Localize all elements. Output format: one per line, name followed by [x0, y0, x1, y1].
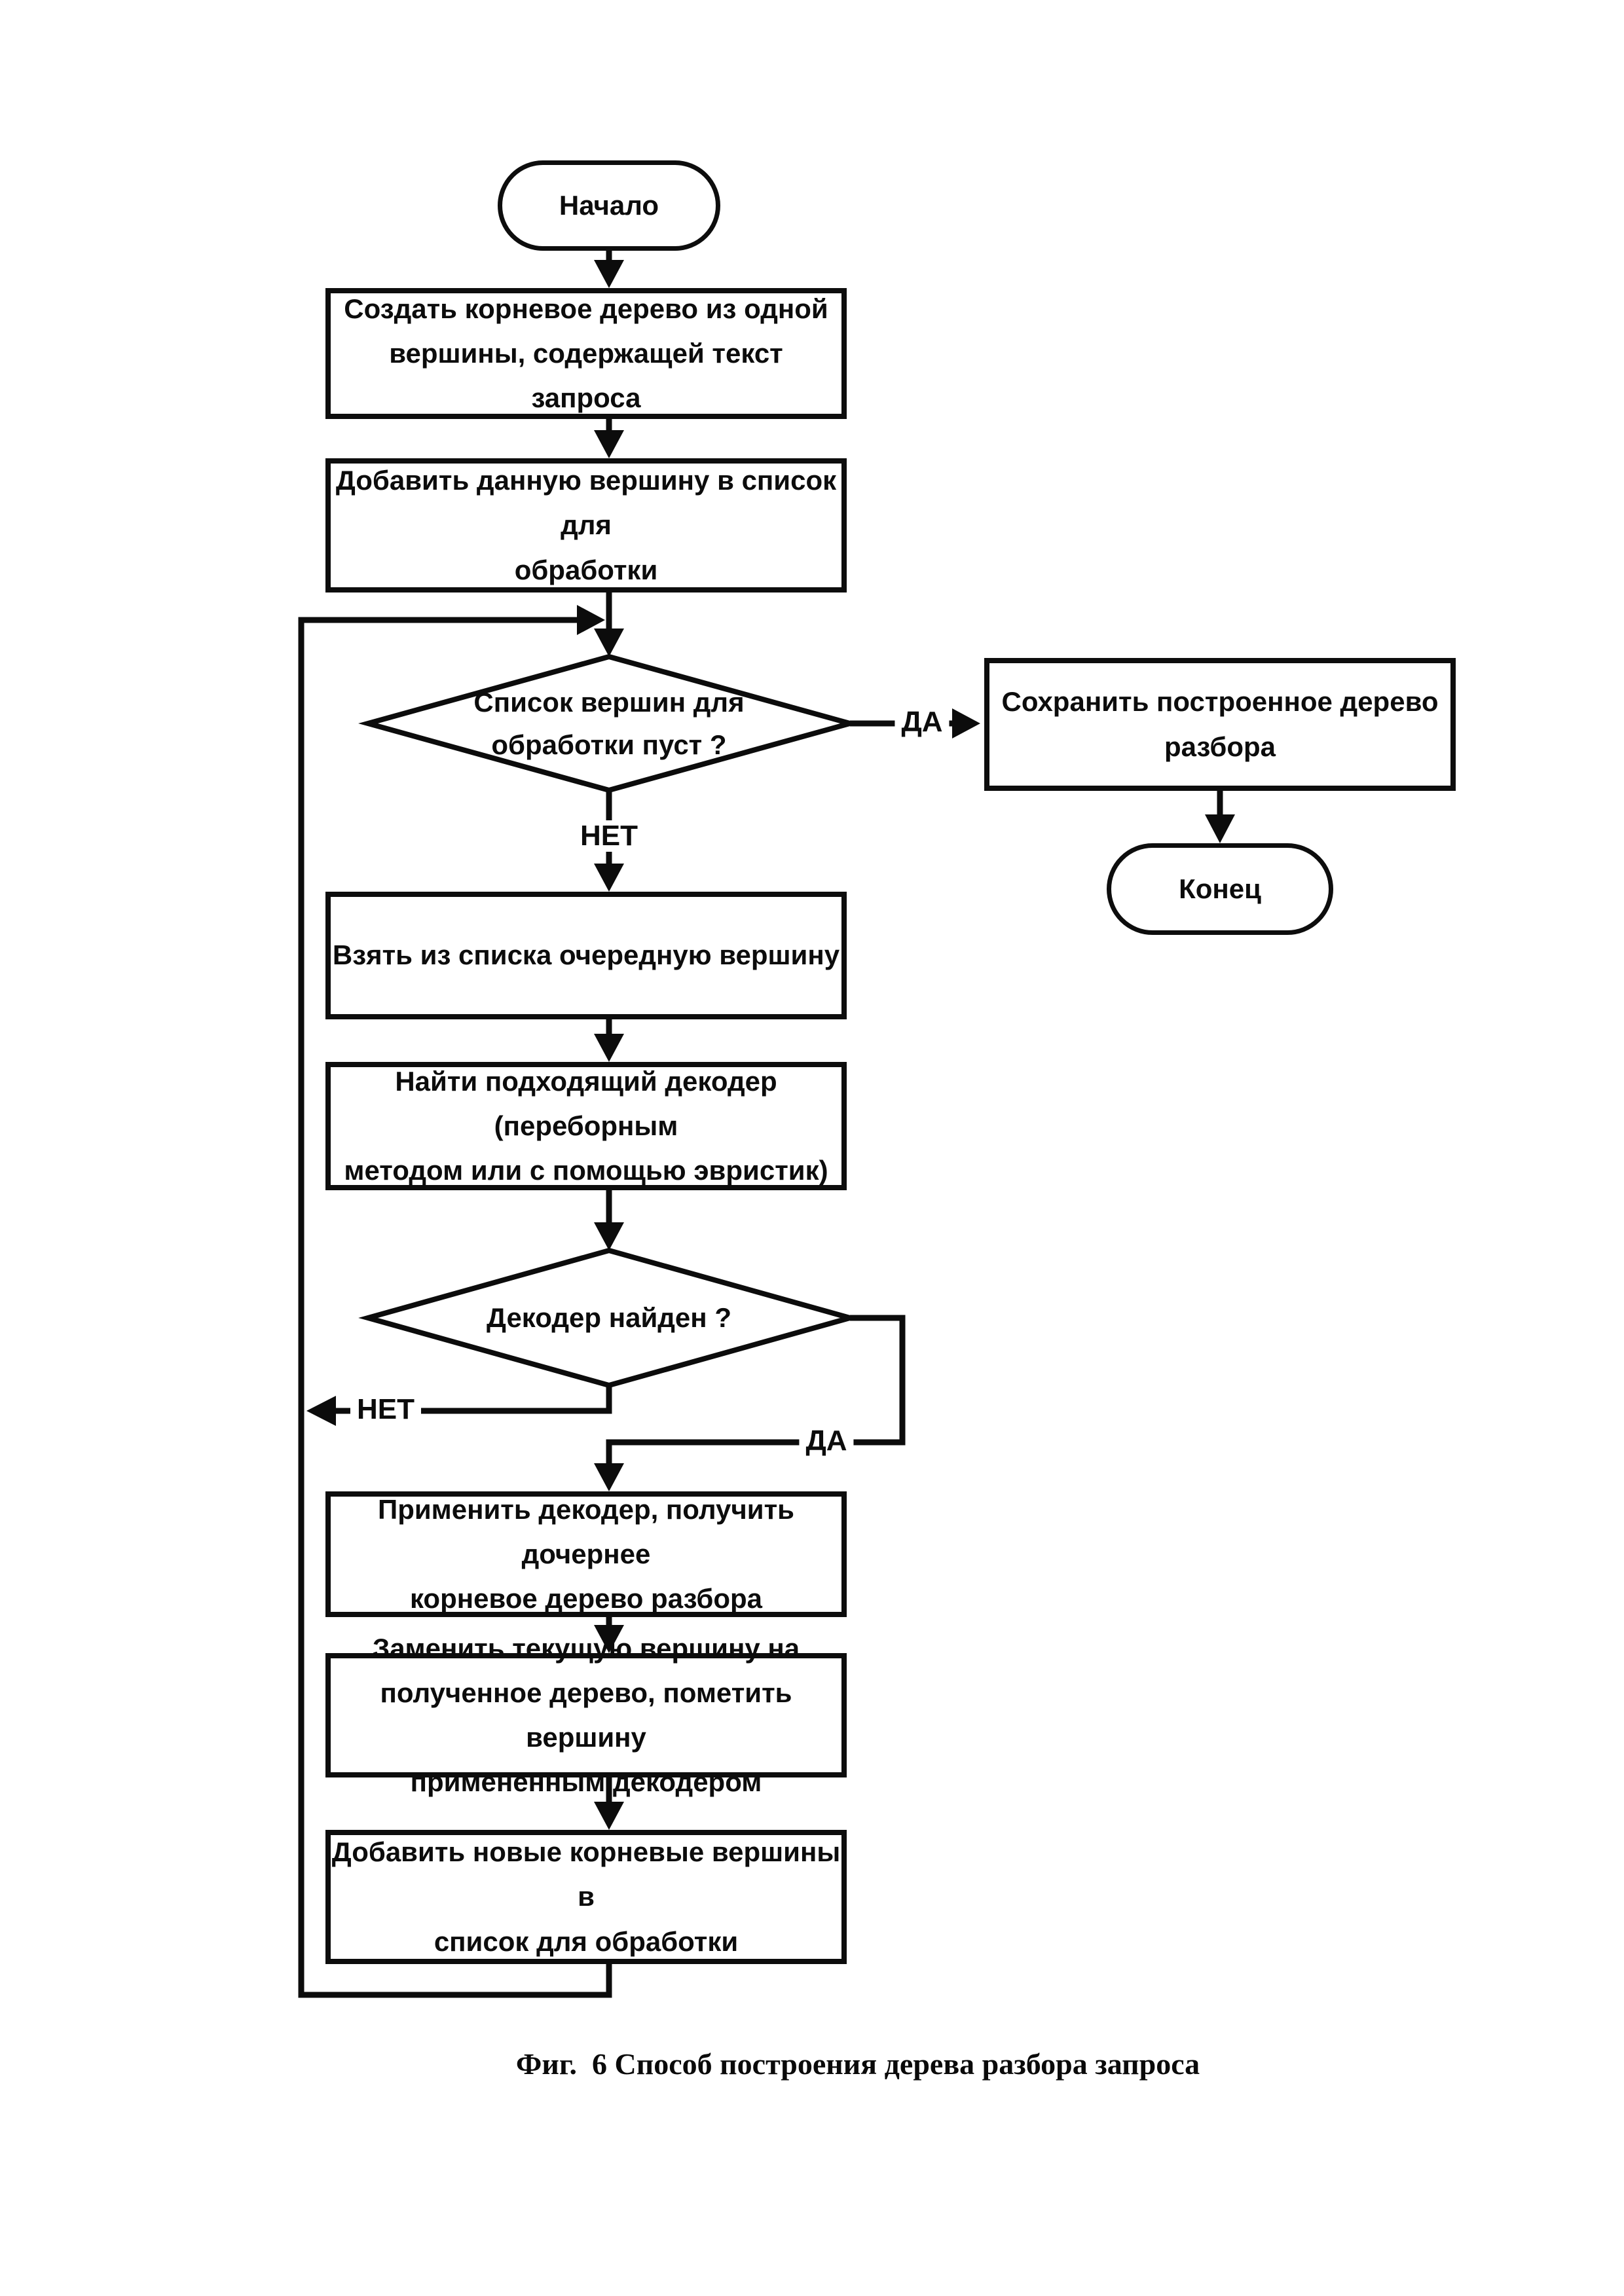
arrowhead-into-add — [594, 430, 624, 458]
node-decoder-found-label: Декодер найден ? — [487, 1302, 731, 1334]
node-apply-decoder — [325, 1491, 847, 1617]
node-list-empty-label: Список вершин для обработки пуст ? — [473, 686, 745, 760]
arrowhead-into-find — [594, 1034, 624, 1062]
edge-label-yes-2: ДА — [799, 1425, 853, 1457]
arrowhead-into-addnew — [594, 1802, 624, 1830]
arrowhead-into-create — [594, 260, 624, 288]
arrowhead-no2-to-loop — [306, 1396, 336, 1426]
arrowhead-into-end — [1205, 814, 1235, 843]
node-end — [1107, 843, 1333, 935]
node-apply-decoder-label: Применить декодер, получить дочернее корневое дерево разбора — [378, 1493, 794, 1614]
node-take-vertex — [325, 892, 847, 1019]
node-create-tree — [325, 288, 847, 419]
node-start — [498, 160, 720, 251]
node-list-empty — [413, 668, 805, 779]
node-replace-vertex-label: Заменить текущую вершину на полученное дерево, пометить вершину примененным декодером — [372, 1632, 800, 1798]
figure-caption: Фиг. 6 Способ построения дерева разбора запроса — [515, 2047, 1200, 2081]
node-end-label: Конец — [1179, 873, 1261, 904]
node-find-decoder — [325, 1062, 847, 1190]
node-decoder-found — [413, 1262, 805, 1374]
node-add-vertex-label: Добавить данную вершину в список для обработки — [335, 465, 837, 585]
node-take-vertex-label: Взять из списка очередную вершину — [332, 939, 840, 971]
arrowhead-into-diamond2 — [594, 1222, 624, 1250]
node-add-vertex — [325, 458, 847, 592]
node-start-label: Начало — [559, 189, 659, 221]
edge-label-no-2: НЕТ — [350, 1394, 421, 1425]
arrowhead-into-take — [594, 864, 624, 892]
edge-label-yes-1: ДА — [895, 706, 949, 738]
node-create-tree-label: Создать корневое дерево из одной вершины, содержащей текст запроса — [344, 293, 828, 414]
edge-label-no-1: НЕТ — [574, 820, 644, 852]
node-save-tree-label: Сохранить построенное дерево разбора — [1001, 686, 1439, 762]
arrowhead-into-diamond1 — [594, 629, 624, 657]
arrowhead-into-save — [952, 708, 980, 738]
node-add-new-roots-label: Добавить новые корневые вершины в список для обработки — [331, 1836, 841, 1957]
node-replace-vertex — [325, 1632, 847, 1798]
node-save-tree — [984, 658, 1456, 791]
node-find-decoder-label: Найти подходящий декодер (переборным методом или с помощью эвристик) — [344, 1065, 828, 1186]
node-add-new-roots — [325, 1830, 847, 1964]
